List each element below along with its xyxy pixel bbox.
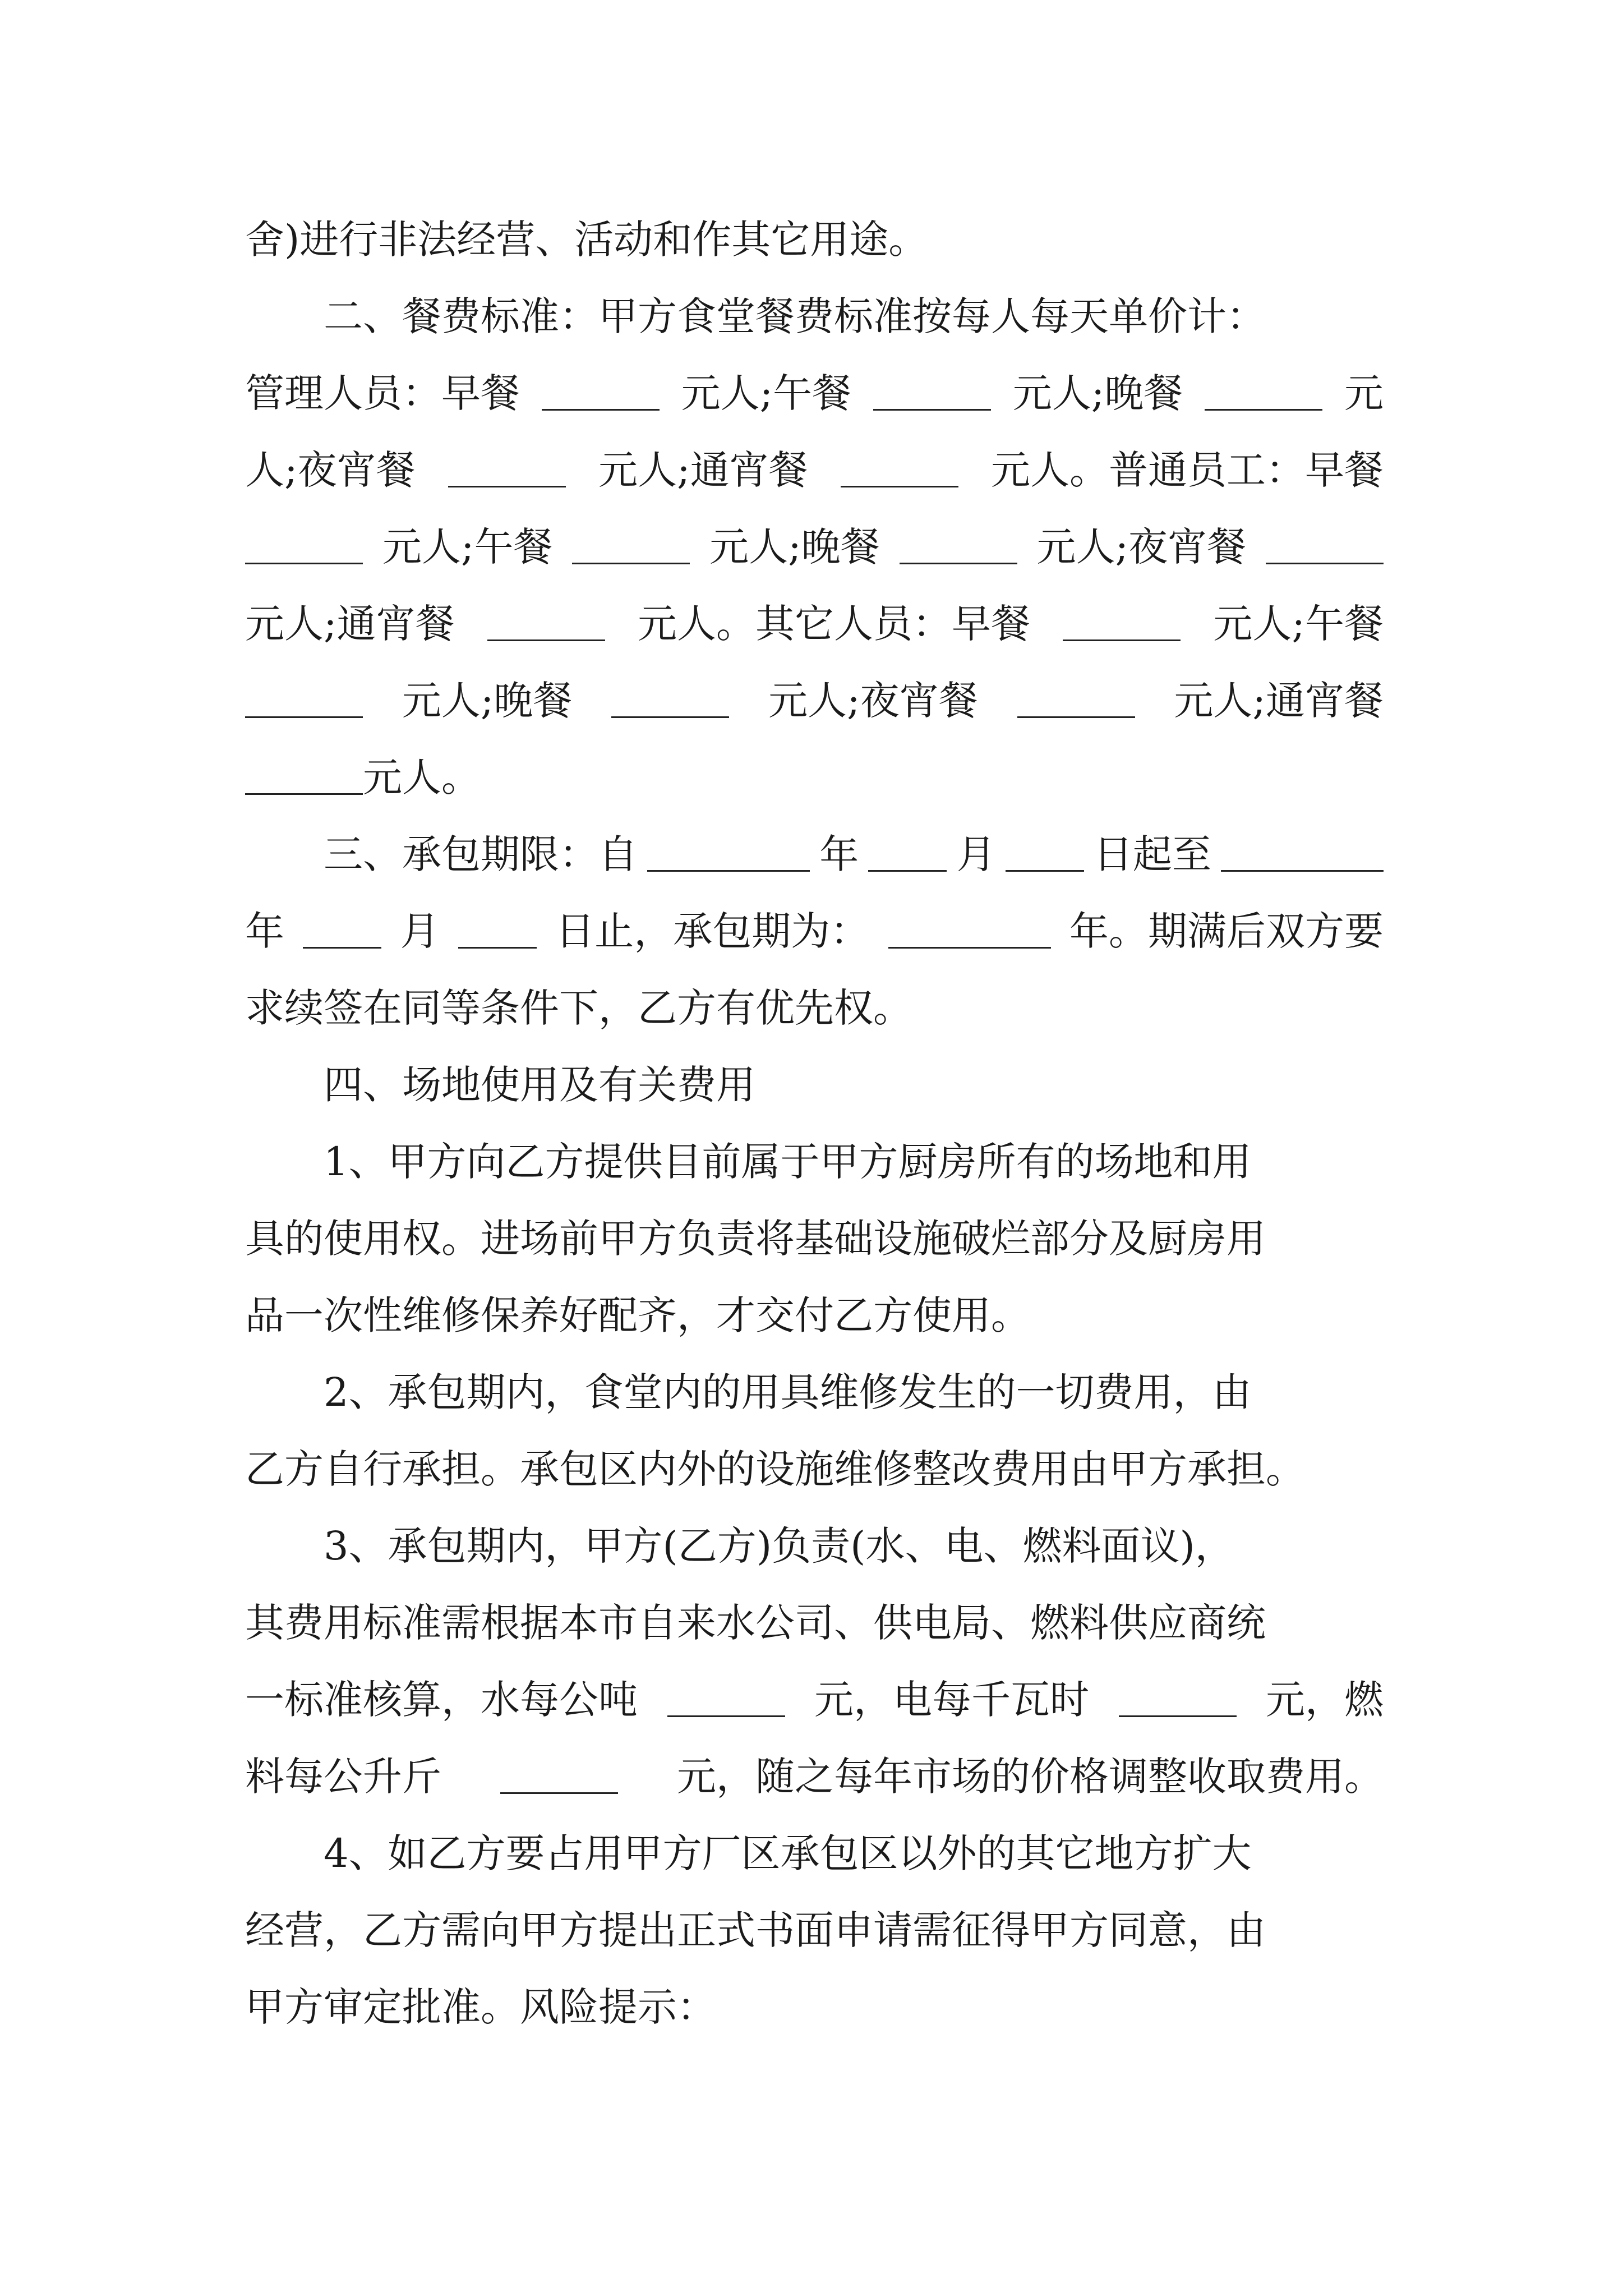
text-segment: 日起至 — [1093, 831, 1211, 877]
text-line — [245, 1264, 1030, 1341]
text-segment: 元人;晚餐 — [402, 678, 573, 724]
text-line — [245, 495, 1384, 572]
fill-in-blank — [888, 946, 1051, 949]
fill-in-blank — [245, 562, 363, 564]
text-segment: 元，随之每年市场的价格调整收取费用。 — [677, 1754, 1384, 1800]
text-line — [245, 1725, 1384, 1802]
fill-in-blank — [1221, 869, 1384, 872]
fill-in-blank — [448, 485, 566, 487]
text-segment: 管理人员：早餐 — [245, 370, 520, 416]
fill-in-blank — [487, 639, 605, 641]
text-line — [245, 1418, 1384, 1494]
fill-in-blank — [1017, 716, 1135, 718]
text-line — [324, 265, 1384, 342]
text-segment: 具的使用权。进场前甲方负责将基础设施破烂部分及厨房用 — [245, 1216, 1266, 1262]
fill-in-blank — [1205, 408, 1322, 411]
text-line — [245, 956, 912, 1033]
text-segment: 元人;夜宵餐 — [1036, 524, 1247, 570]
text-segment: 月 — [956, 831, 996, 877]
text-line — [245, 418, 1384, 495]
text-segment: 元人;夜宵餐 — [768, 678, 978, 724]
text-segment: 月 — [400, 908, 440, 954]
fill-in-blank — [245, 716, 363, 718]
text-line — [245, 726, 481, 803]
text-line — [245, 1187, 1384, 1264]
text-line — [324, 1110, 1384, 1187]
text-segment: 4、如乙方要占用甲方厂区承包区以外的其它地方扩大 — [324, 1830, 1252, 1876]
text-line — [245, 1879, 1384, 1955]
text-line — [245, 880, 1384, 956]
text-segment: 四、场地使用及有关费用 — [324, 1062, 755, 1108]
text-segment: 甲方审定批准。风险提示： — [245, 1984, 716, 2030]
fill-in-blank — [611, 716, 729, 718]
fill-in-blank — [500, 1792, 618, 1794]
text-segment: 人;夜宵餐 — [245, 447, 416, 493]
fill-in-blank — [572, 562, 690, 564]
fill-in-blank — [868, 869, 947, 872]
text-segment: 元 — [1344, 370, 1384, 416]
text-segment: 元，燃 — [1266, 1677, 1384, 1723]
text-line — [324, 1494, 1384, 1571]
text-segment: 年 — [819, 831, 859, 877]
text-segment: 求续签在同等条件下，乙方有优先权。 — [245, 985, 912, 1031]
text-segment: 元人;晚餐 — [1012, 370, 1183, 416]
fill-in-blank — [245, 793, 363, 795]
text-segment: 元人。 — [363, 754, 481, 800]
fill-in-blank — [542, 408, 660, 411]
text-line — [245, 188, 928, 265]
text-line — [245, 649, 1384, 726]
text-segment: 元人。其它人员：早餐 — [638, 601, 1030, 647]
text-segment: 经营，乙方需向甲方提出正式书面申请需征得甲方同意，由 — [245, 1907, 1266, 1953]
text-segment: 三、承包期限：自 — [324, 831, 638, 877]
fill-in-blank — [1119, 1715, 1237, 1717]
text-line — [245, 1571, 1384, 1648]
text-line — [245, 572, 1384, 649]
fill-in-blank — [1266, 562, 1384, 564]
text-line — [245, 342, 1384, 418]
text-line — [324, 1802, 1384, 1879]
text-segment: 元人;通宵餐 — [598, 447, 808, 493]
text-segment: 元人。普通员工：早餐 — [991, 447, 1384, 493]
fill-in-blank — [873, 408, 991, 411]
text-segment: 元人;午餐 — [382, 524, 553, 570]
text-segment: 2、承包期内，食堂内的用具维修发生的一切费用，由 — [324, 1369, 1252, 1415]
text-segment: 元人;通宵餐 — [245, 601, 455, 647]
fill-in-blank — [841, 485, 958, 487]
text-segment: 其费用标准需根据本市自来水公司、供电局、燃料供应商统 — [245, 1600, 1266, 1646]
section-heading — [324, 1033, 755, 1110]
text-line — [245, 1648, 1384, 1725]
fill-in-blank — [647, 869, 810, 872]
text-segment: 1、甲方向乙方提供目前属于甲方厨房所有的场地和用 — [324, 1139, 1252, 1185]
text-segment: 元人;午餐 — [1213, 601, 1384, 647]
text-line — [324, 1341, 1384, 1418]
fill-in-blank — [458, 946, 537, 949]
text-segment: 品一次性维修保养好配齐，才交付乙方使用。 — [245, 1292, 1030, 1338]
text-segment: 元，电每千瓦时 — [814, 1677, 1089, 1723]
fill-in-blank — [303, 946, 381, 949]
text-segment: 3、承包期内，甲方(乙方)负责(水、电、燃料面议)， — [324, 1523, 1234, 1569]
text-segment: 一标准核算，水每公吨 — [245, 1677, 638, 1723]
text-line — [245, 1955, 716, 2032]
text-segment: 乙方自行承担。承包区内外的设施维修整改费用由甲方承担。 — [245, 1446, 1305, 1492]
text-segment: 日止，承包期为： — [555, 908, 870, 954]
text-line — [324, 803, 1384, 880]
fill-in-blank — [900, 562, 1017, 564]
fill-in-blank — [667, 1715, 785, 1717]
fill-in-blank — [1063, 639, 1181, 641]
text-segment: 料每公升斤 — [245, 1754, 441, 1800]
text-segment: 元人;通宵餐 — [1174, 678, 1384, 724]
text-segment: 年 — [245, 908, 284, 954]
text-segment: 二、餐费标准：甲方食堂餐费标准按每人每天单价计： — [324, 293, 1266, 339]
fill-in-blank — [1006, 869, 1084, 872]
text-segment: 元人;晚餐 — [709, 524, 880, 570]
text-segment: 舍)进行非法经营、活动和作其它用途。 — [245, 217, 928, 263]
text-segment: 元人;午餐 — [681, 370, 852, 416]
text-segment: 年。期满后双方要 — [1069, 908, 1384, 954]
